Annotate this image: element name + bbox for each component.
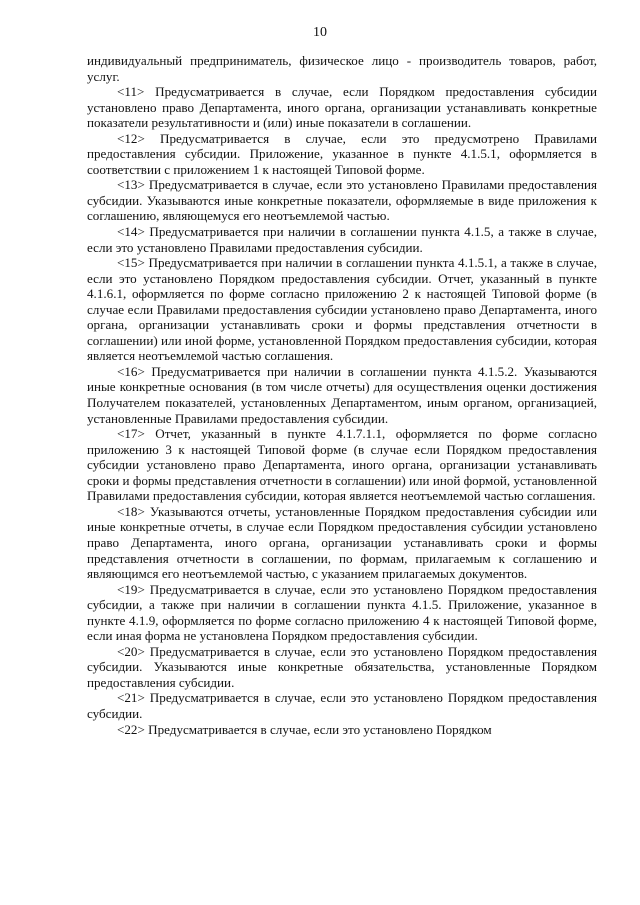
- footnotes-body: [87, 53, 597, 737]
- footnote-15: <15> Предусматривается при наличии в соглашении пункта 4.1.5.1, а также в случае, если это установлено Порядком предоставления субсидии. Отчет, указанный в пункте 4.1.6.1, оформляется по форме согласно приложению 2 к настоящей Типовой форме (в случае если Правилами предоставления субсидии установлено право Департамента, иного органа, организации устанавливать сроки и формы представления отчетности в соглашении) или иной форме, установленной Порядком предоставления субсидии, которая является неотъемлемой частью соглашения.: [87, 255, 597, 364]
- paragraph-continuation: индивидуальный предприниматель, физическое лицо - производитель товаров, работ, услуг.: [87, 53, 597, 84]
- footnote-17: <17> Отчет, указанный в пункте 4.1.7.1.1, оформляется по форме согласно приложению 3 к настоящей Типовой форме (в случае если Порядком предоставления субсидии установлено право Департамента, иного органа, организации устанавливать сроки и формы представления отчетности в соглашении) или иной формой, установленной Правилами предоставления субсидии, которая является неотъемлемой частью соглашения.: [87, 426, 597, 504]
- footnote-22: <22> Предусматривается в случае, если это установлено Порядком: [117, 721, 492, 737]
- footnote-13: <13> Предусматривается в случае, если это установлено Правилами предоставления субсидии. Указываются иные конкретные показатели, оформляемые в виде приложения к соглашению, являющемуся его неотъемлемой частью.: [87, 177, 597, 224]
- page-number: 10: [313, 25, 327, 40]
- footnote-19: <19> Предусматривается в случае, если это установлено Порядком предоставления субсидии, а также при наличии в соглашении пункта 4.1.5. Приложение, указанное в пункте 4.1.9, оформляется по форме согласно приложению 4 к настоящей Типовой форме, если иная форма не установлена Порядком предоставления субсидии.: [87, 581, 597, 644]
- footnote-14: <14> Предусматривается при наличии в соглашении пункта 4.1.5, а также в случае, если это установлено Правилами предоставления субсидии.: [87, 224, 597, 255]
- footnote-11: <11> Предусматривается в случае, если Порядком предоставления субсидии установлено право Департамента, иного органа, организации устанавливать конкретные показатели результативности и (или) иные показатели в соглашении.: [87, 84, 597, 131]
- footnote-21: <21> Предусматривается в случае, если это установлено Порядком предоставления субсидии.: [87, 690, 597, 721]
- footnote-20: <20> Предусматривается в случае, если это установлено Порядком предоставления субсидии. Указываются иные конкретные обязательства, установленные Порядком предоставления субсидии.: [87, 643, 597, 690]
- footnote-16: <16> Предусматривается при наличии в соглашении пункта 4.1.5.2. Указываются иные конкретные основания (в том числе отчеты) для осуществления оценки достижения Получателем показателей, установленных Департаментом, иным органом, организацией, установленные Правилами предоставления субсидии.: [87, 363, 597, 426]
- footnote-12: <12> Предусматривается в случае, если это предусмотрено Правилами предоставления субсидии. Приложение, указанное в пункте 4.1.5.1, оформляется в соответствии с приложением 1 к настоящей Типовой форме.: [87, 130, 597, 177]
- footnote-18: <18> Указываются отчеты, установленные Порядком предоставления субсидии или иные конкретные отчеты, в случае если Порядком предоставления субсидии установлено право Департамента, иного органа, организации устанавливать сроки и формы представления отчетности в соглашении, по формам, прилагаемым к соглашению и являющимся его неотъемлемой частью, с указанием прилагаемых документов.: [87, 503, 597, 582]
